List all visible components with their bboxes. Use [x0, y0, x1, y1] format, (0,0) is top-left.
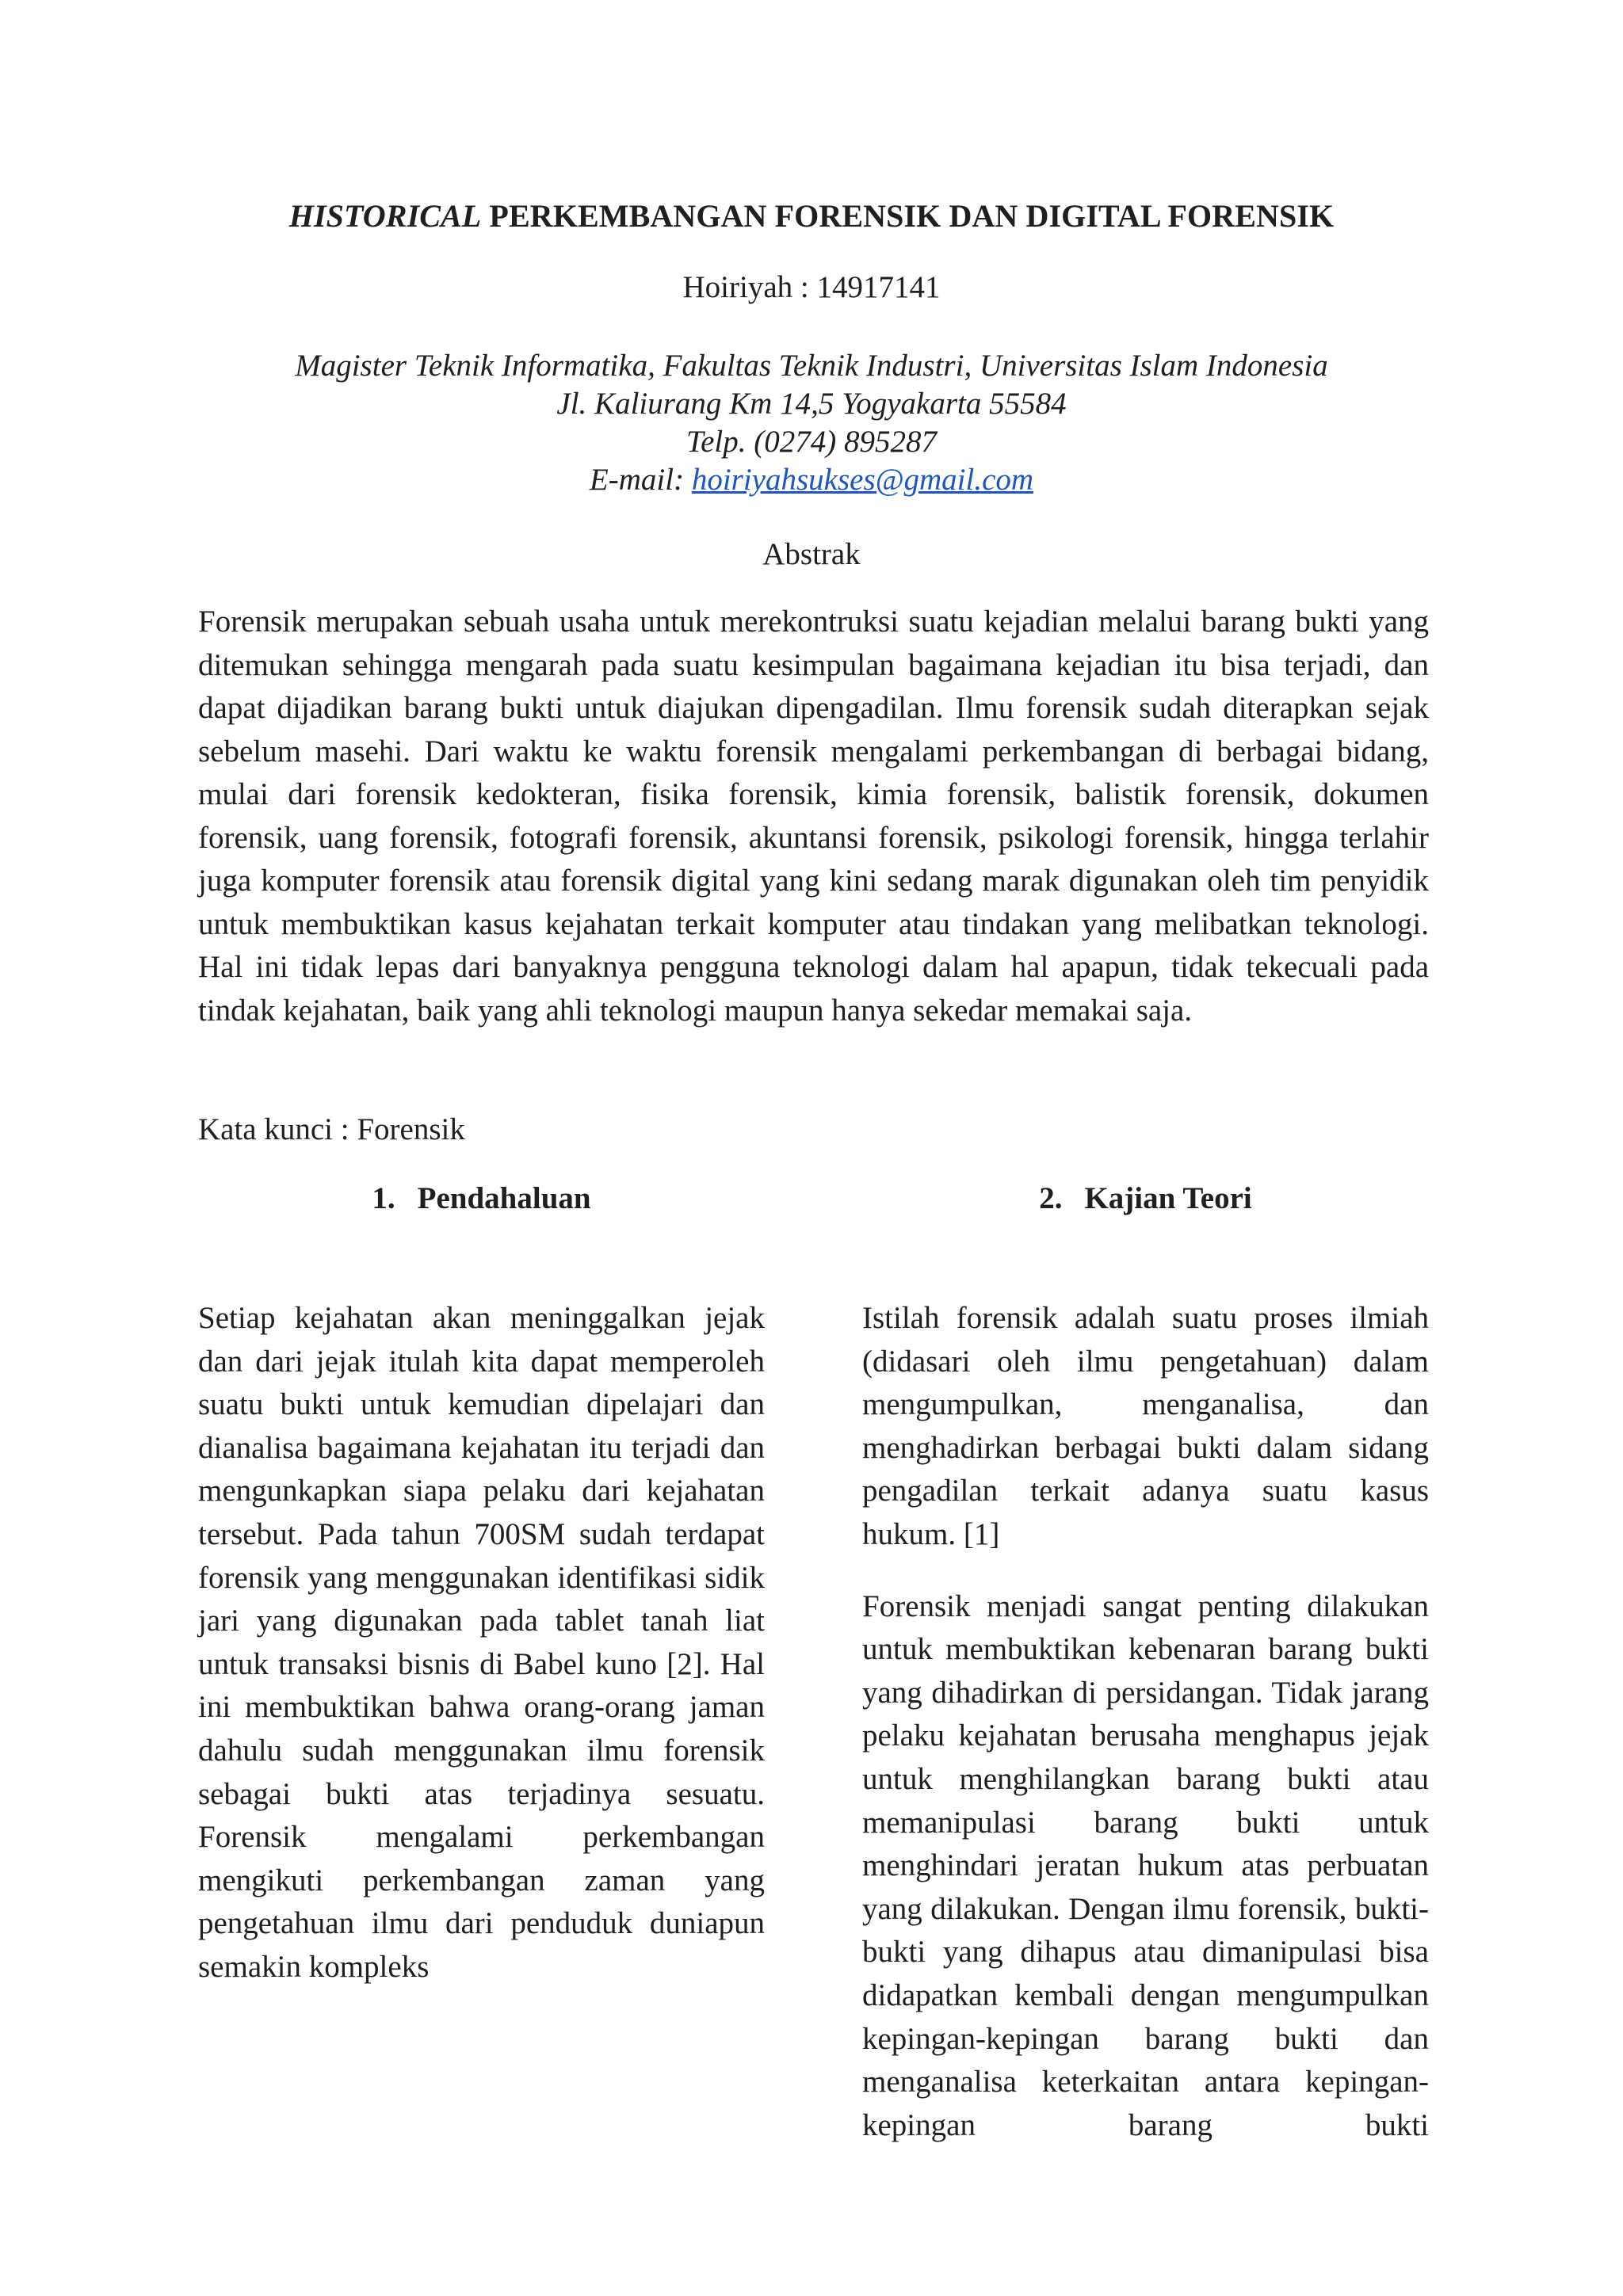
- title-text: PERKEMBANGAN FORENSIK DAN DIGITAL FORENSIK: [481, 198, 1335, 234]
- column-right: [862, 1175, 1429, 2147]
- email-link[interactable]: hoiriyahsukses@gmail.com: [691, 463, 1034, 497]
- email-line: [0, 461, 1623, 499]
- address-line: Jl. Kaliurang Km 14,5 Yogyakarta 55584: [556, 387, 1067, 421]
- paragraph: Setiap kejahatan akan meninggalkan jejak dan dari jejak itulah kita dapat memperoleh suatu bukti untuk kemudian dipelajari dan dianalisa bagaimana kejahatan itu terjadi dan mengunkapkan siapa pelaku dari kejahatan tersebut. Pada tahun 700SM sudah terdapat forensik yang menggunakan identifikasi sidik jari yang digunakan pada tablet tanah liat untuk transaksi bisnis di Babel kuno [2]. Hal ini membuktikan bahwa orang-orang jaman dahulu sudah menggunakan ilmu forensik sebagai bukti atas terjadinya sesuatu. Forensik mengalami perkembangan mengikuti perkembangan zaman yang pengetahuan ilmu dari penduduk duniapun semakin kompleks: [198, 1301, 765, 1984]
- abstract-heading: Abstrak: [762, 537, 861, 571]
- section-heading-kajian-teori: [862, 1175, 1429, 1222]
- abstract-body: Forensik merupakan sebuah usaha untuk merekontruksi suatu kejadian melalui barang bukti yang ditemukan sehingga mengarah pada suatu kesimpulan bagaimana kejadian itu bisa terjadi, dan dapat dijadikan barang bukti untuk diajukan dipengadilan. Ilmu forensik sudah diterapkan sejak sebelum masehi. Dari waktu ke waktu forensik mengalami perkembangan di berbagai bidang, mulai dari forensik kedokteran, fisika forensik, kimia forensik, balistik forensik, dokumen forensik, uang forensik, fotografi forensik, akuntansi forensik, psikologi forensik, hingga terlahir juga komputer forensik atau forensik digital yang kini sedang marak digunakan oleh tim penyidik untuk membuktikan kasus kejahatan terkait komputer atau tindakan yang melibatkan teknologi. Hal ini tidak lepas dari banyaknya pengguna teknologi dalam hal apapun, tidak tekecuali pada tindak kejahatan, baik yang ahli teknologi maupun hanya sekedar memakai saja.: [198, 605, 1429, 1028]
- section-number: 1.: [372, 1181, 395, 1215]
- phone-line: Telp. (0274) 895287: [686, 425, 937, 459]
- email-label: E-mail:: [589, 463, 692, 497]
- author-line: Hoiriyah : 14917141: [682, 270, 941, 304]
- section-heading-pendahuluan: [198, 1175, 765, 1222]
- paper-title: [0, 193, 1623, 240]
- keywords: Kata kunci : Forensik: [198, 1112, 465, 1146]
- paragraph: Forensik menjadi sangat penting dilakukan untuk membuktikan kebenaran barang bukti yang dihadirkan di persidangan. Tidak jarang pelaku kejahatan berusaha menghapus jejak untuk menghilangkan barang bukti atau memanipulasi barang bukti untuk menghindari jeratan hukum atas perbuatan yang dilakukan. Dengan ilmu forensik, bukti-bukti yang dihapus atau dimanipulasi bisa didapatkan kembali dengan mengumpulkan kepingan-kepingan barang bukti dan menganalisa keterkaitan antara kepingan-kepingan barang bukti: [862, 1589, 1429, 2142]
- section-title: Kajian Teori: [1084, 1181, 1252, 1215]
- paragraph: Istilah forensik adalah suatu proses ilmiah (didasari oleh ilmu pengetahuan) dalam mengumpulkan, menganalisa, dan menghadirkan berbagai bukti dalam sidang pengadilan terkait adanya suatu kasus hukum. [1]: [862, 1301, 1429, 1551]
- section-title: Pendahaluan: [417, 1181, 591, 1215]
- section-number: 2.: [1039, 1181, 1063, 1215]
- affiliation-line: Magister Teknik Informatika, Fakultas Teknik Industri, Universitas Islam Indonesia: [295, 349, 1328, 383]
- affiliation-block: [0, 347, 1623, 499]
- title-italic-word: HISTORICAL: [288, 198, 482, 234]
- column-left: [198, 1175, 765, 1989]
